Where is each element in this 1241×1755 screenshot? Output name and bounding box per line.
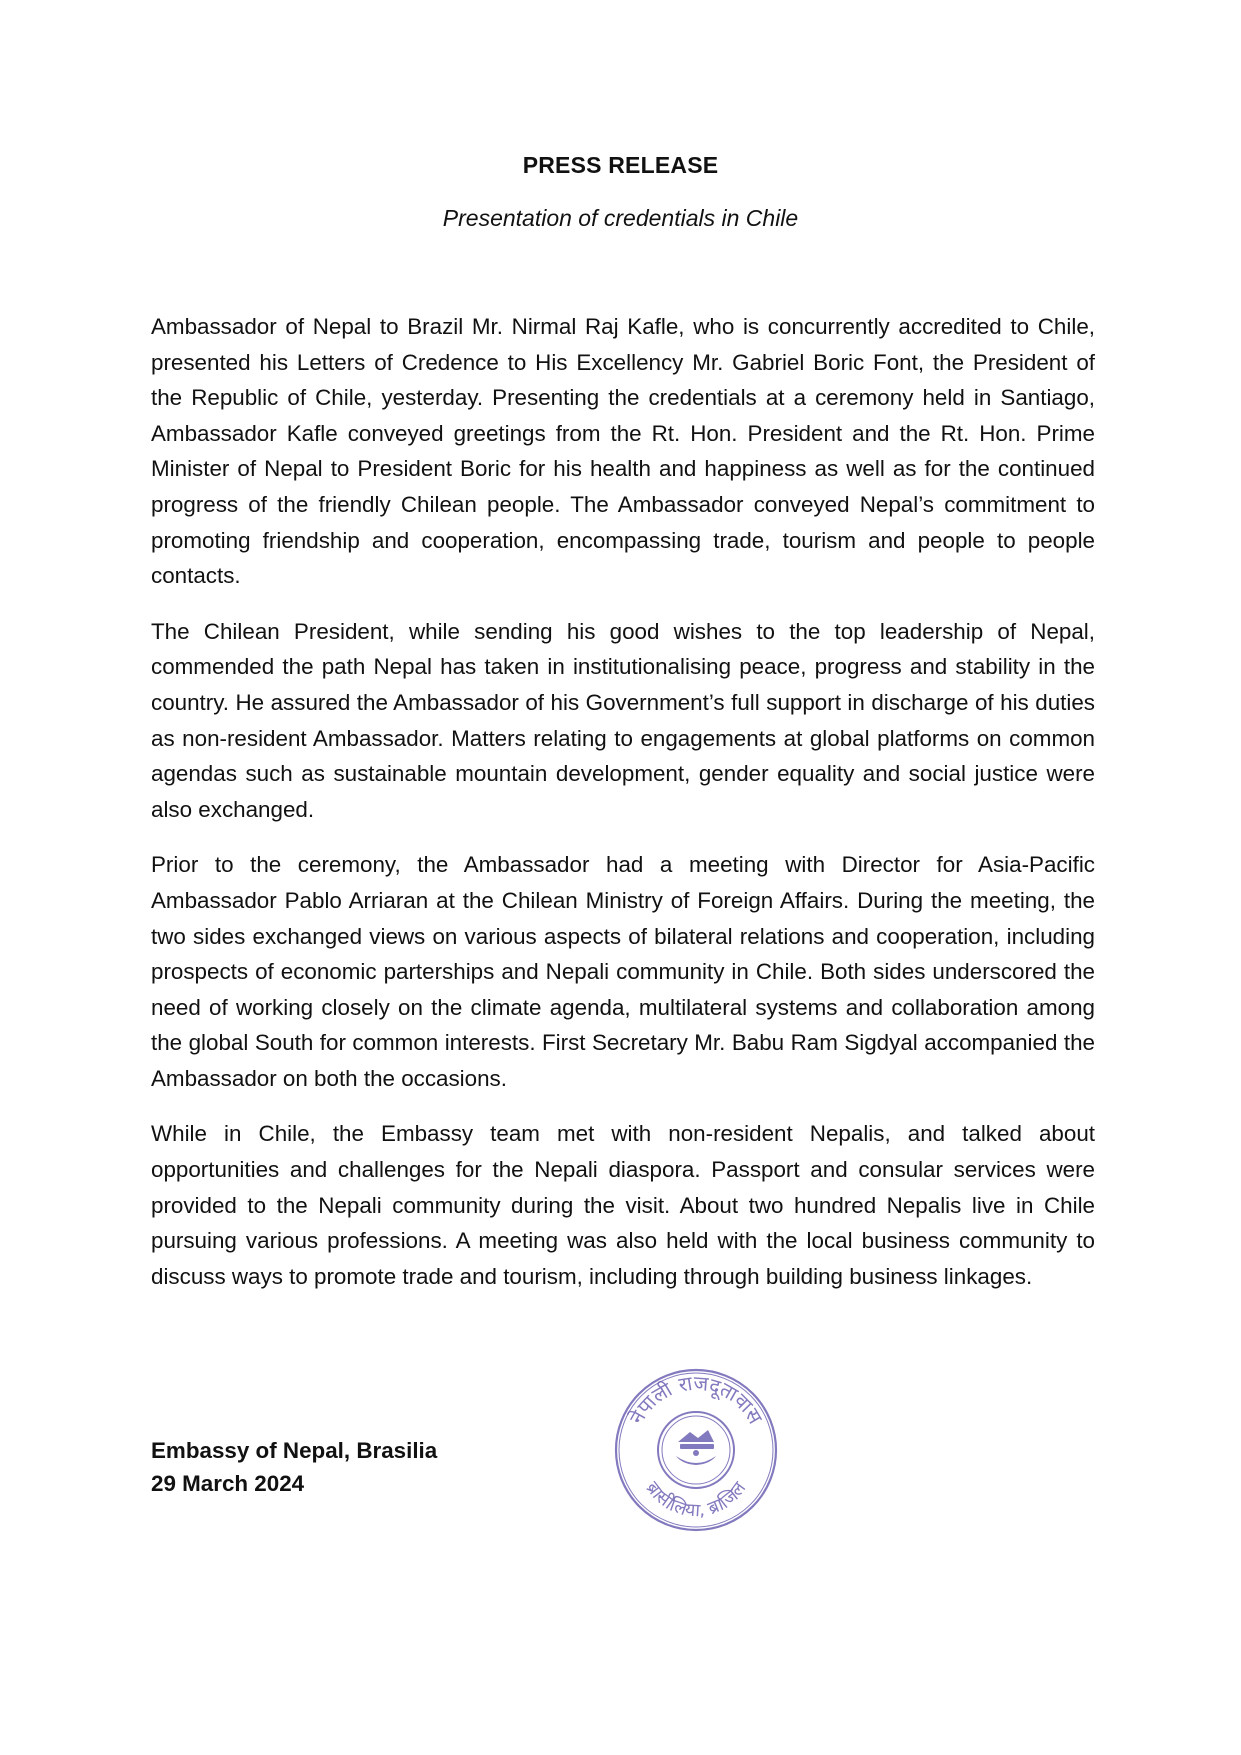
stamp-bottom-text: ब्रासीलिया, ब्राजिल — [641, 1477, 751, 1522]
document-subtitle: Presentation of credentials in Chile — [442, 205, 799, 231]
signature-organization: Embassy of Nepal, Brasilia — [151, 1438, 438, 1463]
paragraph-president-remarks: The Chilean President, while sending his good wishes to the top leadership of Nepal, commended the path Nepal has taken in institutionalising peace, progress and stability in the country. He assured the Ambassador of his Government’s full support in discharge of his duties as non-resident Ambassador. Matters relating to engagements at global platforms on common agendas such as sustainable mountain development, gender equality and social justice were also exchanged. — [151, 618, 1095, 822]
paragraph-community: While in Chile, the Embassy team met with non-resident Nepalis, and talked about opportunities and challenges for the Nepali diaspora. Passport and consular services were provided to the Nepali community during the visit. About two hundred Nepalis live in Chile pursuing various professions. A meeting was also held with the local business community to discuss ways to promote trade and tourism, including through building business linkages. — [151, 1121, 1095, 1289]
stamp-top-text: नेपाली राजदूतावास — [624, 1370, 768, 1428]
signature-block — [151, 1434, 437, 1500]
paragraph-mfa-meeting: Prior to the ceremony, the Ambassador had a meeting with Director for Asia-Pacific Ambassador Pablo Arriaran at the Chilean Ministry of Foreign Affairs. During the meeting, the two sides exchanged views on various aspects of bilateral relations and cooperation, including prospects of economic parterships and Nepali community in Chile. Both sides underscored the need of working closely on the climate agenda, multilateral systems and collaboration among the global South for common interests. First Secretary Mr. Babu Ram Sigdyal accompanied the Ambassador on both the occasions. — [151, 852, 1095, 1091]
embassy-seal-stamp — [598, 1358, 794, 1534]
seal-emblem — [676, 1430, 716, 1465]
signature-date: 29 March 2024 — [151, 1471, 305, 1496]
document-title: PRESS RELEASE — [522, 152, 719, 178]
document-body — [151, 309, 1095, 1314]
paragraph-credentials: Ambassador of Nepal to Brazil Mr. Nirmal Raj Kafle, who is concurrently accredited to Chile, presented his Letters of Credence to His Excellency Mr. Gabriel Boric Font, the President of the Republic of Chile, yesterday. Presenting the credentials at a ceremony held in Santiago, Ambassador Kafle conveyed greetings from the Rt. Hon. President and the Rt. Hon. Prime Minister of Nepal to President Boric for his health and happiness as well as for the continued progress of the friendly Chilean people. The Ambassador conveyed Nepal’s commitment to promoting friendship and cooperation, encompassing trade, tourism and people to people contacts. — [151, 314, 1095, 589]
